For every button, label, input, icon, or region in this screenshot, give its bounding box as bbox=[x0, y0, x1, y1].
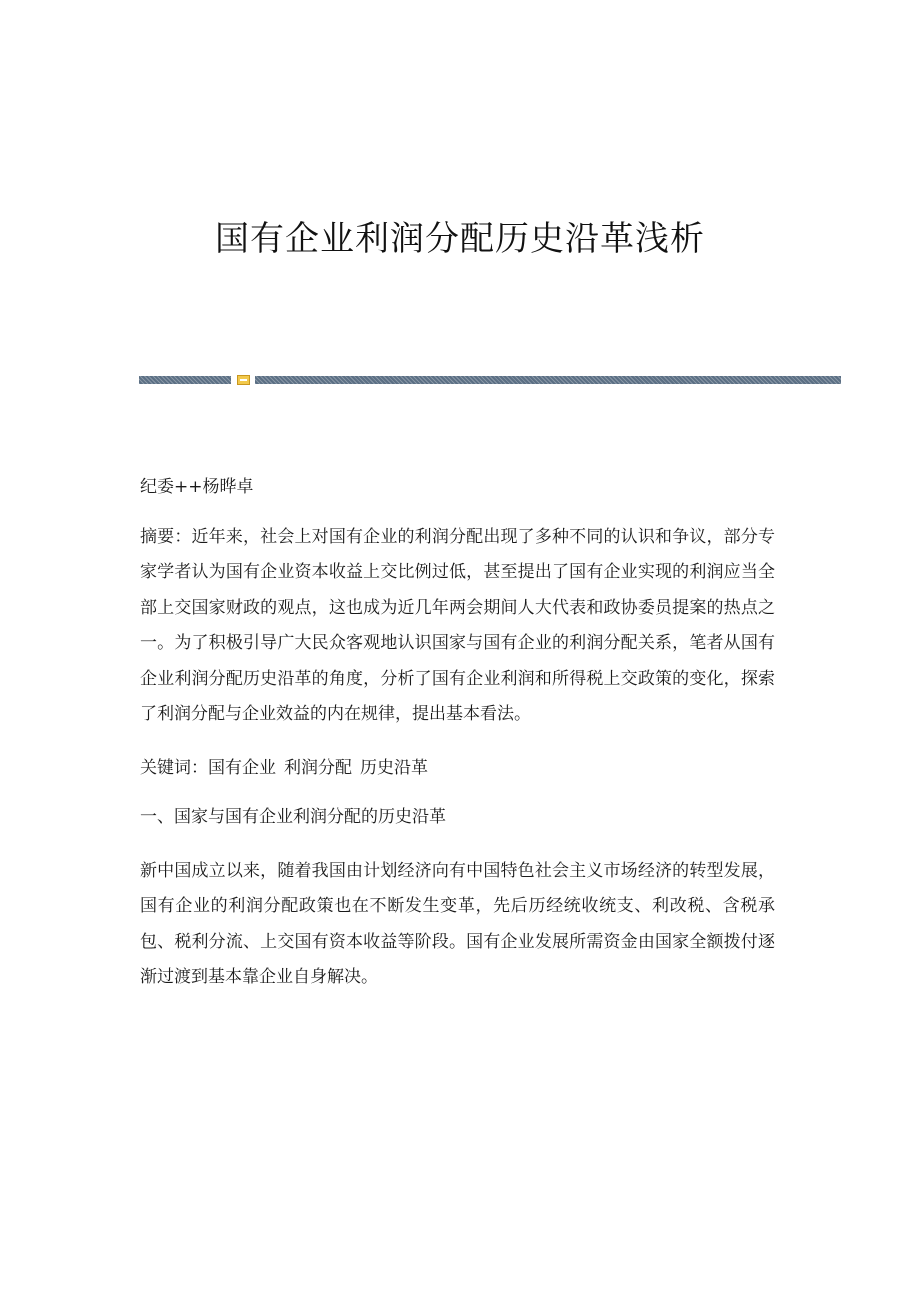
author-line: 纪委++杨晔卓 bbox=[140, 477, 254, 497]
keywords-line bbox=[140, 751, 775, 787]
divider-bar-left bbox=[139, 376, 231, 384]
keyword-item: 利润分配 bbox=[284, 757, 352, 778]
keywords-label: 关键词： bbox=[140, 757, 208, 778]
abstract-paragraph bbox=[140, 520, 775, 733]
title-divider bbox=[139, 375, 841, 385]
keyword-item: 历史沿革 bbox=[360, 757, 428, 778]
section-heading: 一、国家与国有企业利润分配的历史沿革 bbox=[140, 807, 446, 827]
abstract-label: 摘要： bbox=[140, 526, 192, 547]
keyword-item: 国有企业 bbox=[208, 757, 276, 778]
document-title: 国有企业利润分配历史沿革浅析 bbox=[215, 219, 705, 259]
section-paragraph: 新中国成立以来，随着我国由计划经济向有中国特色社会主义市场经济的转型发展，国有企业的利润分配政策也在不断发生变革，先后历经统收统支、利改税、含税承包、税利分流、上交国有资本收益等阶段。国有企业发展所需资金由国家全额拨付逐渐过渡到基本靠企业自身解决。 bbox=[140, 860, 775, 987]
divider-badge-icon bbox=[237, 375, 250, 385]
divider-bar-right bbox=[255, 376, 841, 384]
document-body bbox=[140, 470, 775, 996]
abstract-text: 近年来，社会上对国有企业的利润分配出现了多种不同的认识和争议，部分专家学者认为国有企业资本收益上交比例过低，甚至提出了国有企业实现的利润应当全部上交国家财政的观点，这也成为近几年两会期间人大代表和政协委员提案的热点之一。为了积极引导广大民众客观地认识国家与国有企业的利润分配关系，笔者从国有企业利润分配历史沿革的角度，分析了国有企业利润和所得税上交政策的变化，探索了利润分配与企业效益的内在规律，提出基本看法。 bbox=[140, 526, 775, 724]
